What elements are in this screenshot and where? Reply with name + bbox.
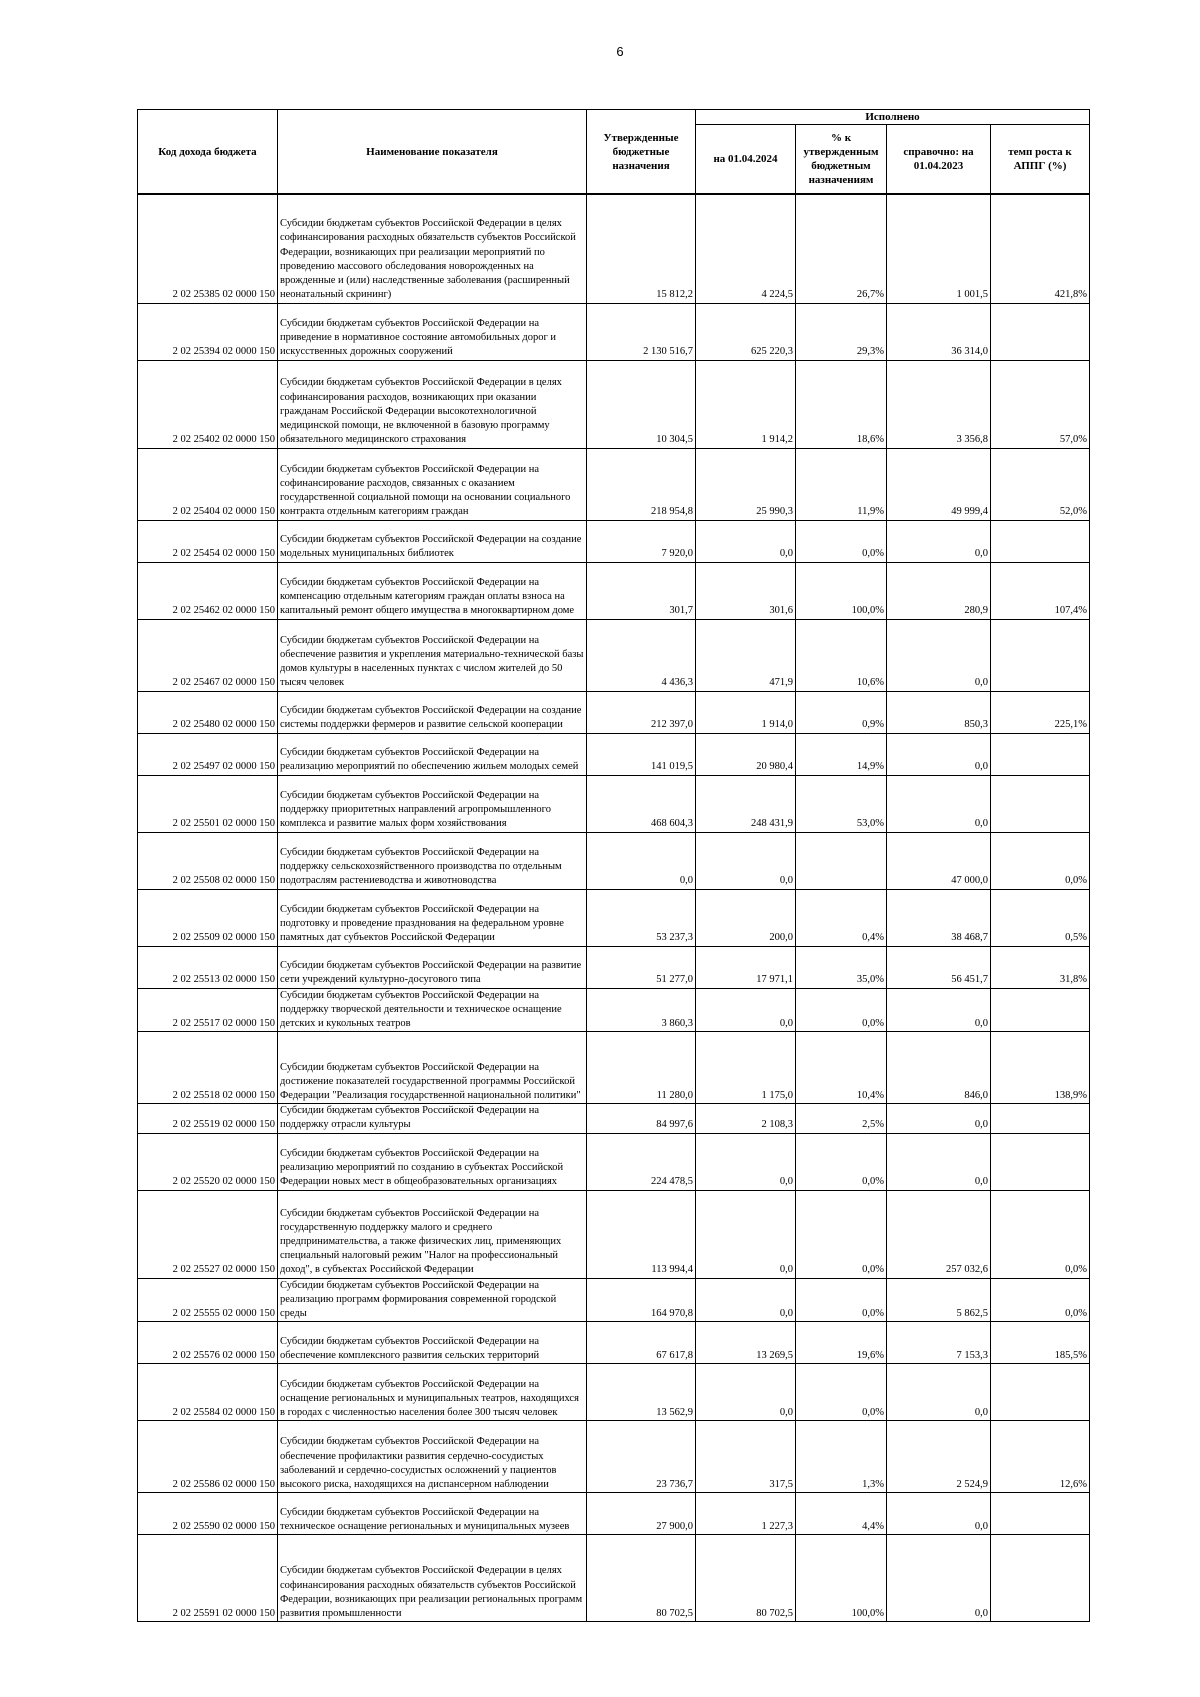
- row-executed: 0,0: [696, 520, 796, 562]
- row-growth: 31,8%: [991, 946, 1090, 988]
- row-code: 2 02 25509 02 0000 150: [138, 889, 278, 946]
- row-reference: 0,0: [887, 1104, 991, 1133]
- row-name: Субсидии бюджетам субъектов Российской Федерации на подготовку и проведение празднования на федеральном уровне памятных дат субъектов Российской Федерации: [278, 889, 587, 946]
- row-growth: [991, 619, 1090, 691]
- row-name: Субсидии бюджетам субъектов Российской Федерации на поддержку приоритетных направлений агропромышленного комплекса и развитие малых форм хозяйствования: [278, 775, 587, 832]
- table-body: [138, 194, 1090, 1622]
- row-reference: 5 862,5: [887, 1278, 991, 1322]
- row-executed: 1 175,0: [696, 1032, 796, 1104]
- row-growth: 0,0%: [991, 1190, 1090, 1278]
- row-name: Субсидии бюджетам субъектов Российской Федерации на реализацию программ формирования современной городской среды: [278, 1278, 587, 1322]
- row-reference: 0,0: [887, 1133, 991, 1190]
- row-reference: 0,0: [887, 733, 991, 775]
- row-executed: 471,9: [696, 619, 796, 691]
- row-code: 2 02 25584 02 0000 150: [138, 1364, 278, 1421]
- table-row: [138, 360, 1090, 448]
- row-percent: 100,0%: [796, 562, 887, 619]
- row-executed: 1 914,2: [696, 360, 796, 448]
- row-executed: 13 269,5: [696, 1322, 796, 1364]
- row-name: Субсидии бюджетам субъектов Российской Федерации на компенсацию отдельным категориям граждан оплаты взноса на капитальный ремонт общего имущества в многоквартирном доме: [278, 562, 587, 619]
- row-code: 2 02 25394 02 0000 150: [138, 303, 278, 360]
- row-approved: 23 736,7: [587, 1421, 696, 1493]
- row-percent: 11,9%: [796, 448, 887, 520]
- row-growth: [991, 775, 1090, 832]
- row-code: 2 02 25518 02 0000 150: [138, 1032, 278, 1104]
- row-executed: 80 702,5: [696, 1535, 796, 1622]
- table-row: [138, 619, 1090, 691]
- row-percent: 35,0%: [796, 946, 887, 988]
- row-code: 2 02 25519 02 0000 150: [138, 1104, 278, 1133]
- row-approved: 301,7: [587, 562, 696, 619]
- row-approved: 15 812,2: [587, 194, 696, 303]
- row-approved: 224 478,5: [587, 1133, 696, 1190]
- row-code: 2 02 25527 02 0000 150: [138, 1190, 278, 1278]
- header-code: Код дохода бюджета: [138, 110, 278, 195]
- row-growth: [991, 520, 1090, 562]
- table-row: [138, 1535, 1090, 1622]
- table-row: [138, 1493, 1090, 1535]
- row-approved: 164 970,8: [587, 1278, 696, 1322]
- row-reference: 3 356,8: [887, 360, 991, 448]
- row-reference: 2 524,9: [887, 1421, 991, 1493]
- row-reference: 846,0: [887, 1032, 991, 1104]
- row-percent: 0,0%: [796, 1278, 887, 1322]
- row-executed: 17 971,1: [696, 946, 796, 988]
- row-code: 2 02 25508 02 0000 150: [138, 832, 278, 889]
- row-growth: 0,0%: [991, 1278, 1090, 1322]
- row-code: 2 02 25590 02 0000 150: [138, 1493, 278, 1535]
- row-growth: 0,0%: [991, 832, 1090, 889]
- row-code: 2 02 25385 02 0000 150: [138, 194, 278, 303]
- row-name: Субсидии бюджетам субъектов Российской Федерации на развитие сети учреждений культурно-досугового типа: [278, 946, 587, 988]
- row-percent: 4,4%: [796, 1493, 887, 1535]
- row-approved: 212 397,0: [587, 691, 696, 733]
- row-growth: [991, 1133, 1090, 1190]
- table-row: [138, 1190, 1090, 1278]
- row-executed: 0,0: [696, 988, 796, 1032]
- row-approved: 11 280,0: [587, 1032, 696, 1104]
- row-percent: 26,7%: [796, 194, 887, 303]
- row-name: Субсидии бюджетам субъектов Российской Федерации на государственную поддержку малого и среднего предпринимательства, а также физических лиц, применяющих специальный налоговый режим "Налог на профессиональный доход", в субъектах Российской Федерации: [278, 1190, 587, 1278]
- row-reference: 0,0: [887, 988, 991, 1032]
- row-reference: 36 314,0: [887, 303, 991, 360]
- row-reference: 257 032,6: [887, 1190, 991, 1278]
- row-code: 2 02 25513 02 0000 150: [138, 946, 278, 988]
- row-growth: 107,4%: [991, 562, 1090, 619]
- row-name: Субсидии бюджетам субъектов Российской Федерации на достижение показателей государственной программы Российской Федерации "Реализация государственной национальной политики": [278, 1032, 587, 1104]
- row-name: Субсидии бюджетам субъектов Российской Федерации на оснащение региональных и муниципальных театров, находящихся в городах с численностью населения более 300 тысяч человек: [278, 1364, 587, 1421]
- row-code: 2 02 25462 02 0000 150: [138, 562, 278, 619]
- row-approved: 2 130 516,7: [587, 303, 696, 360]
- row-code: 2 02 25404 02 0000 150: [138, 448, 278, 520]
- row-percent: 29,3%: [796, 303, 887, 360]
- row-percent: 100,0%: [796, 1535, 887, 1622]
- row-code: 2 02 25591 02 0000 150: [138, 1535, 278, 1622]
- row-approved: 13 562,9: [587, 1364, 696, 1421]
- row-name: Субсидии бюджетам субъектов Российской Федерации на софинансирование расходов, связанных с оказанием государственной социальной помощи на основании социального контракта отдельным категориям граждан: [278, 448, 587, 520]
- row-reference: 47 000,0: [887, 832, 991, 889]
- table-row: [138, 1032, 1090, 1104]
- row-executed: 0,0: [696, 832, 796, 889]
- table-row: [138, 946, 1090, 988]
- row-percent: 1,3%: [796, 1421, 887, 1493]
- row-executed: 2 108,3: [696, 1104, 796, 1133]
- row-executed: 200,0: [696, 889, 796, 946]
- row-reference: 7 153,3: [887, 1322, 991, 1364]
- row-percent: 0,0%: [796, 1133, 887, 1190]
- row-growth: [991, 1535, 1090, 1622]
- table-row: [138, 562, 1090, 619]
- row-approved: 53 237,3: [587, 889, 696, 946]
- row-code: 2 02 25517 02 0000 150: [138, 988, 278, 1032]
- header-on-date: на 01.04.2024: [696, 125, 796, 195]
- row-name: Субсидии бюджетам субъектов Российской Федерации на поддержку сельскохозяйственного производства по отдельным подотраслям растениеводства и животноводства: [278, 832, 587, 889]
- row-name: Субсидии бюджетам субъектов Российской Федерации на приведение в нормативное состояние автомобильных дорог и искусственных дорожных сооружений: [278, 303, 587, 360]
- row-reference: 0,0: [887, 1493, 991, 1535]
- row-executed: 317,5: [696, 1421, 796, 1493]
- table-row: [138, 691, 1090, 733]
- table-header: [138, 110, 1090, 195]
- row-approved: 218 954,8: [587, 448, 696, 520]
- table-row: [138, 775, 1090, 832]
- row-executed: 0,0: [696, 1364, 796, 1421]
- row-percent: 10,4%: [796, 1032, 887, 1104]
- row-approved: 27 900,0: [587, 1493, 696, 1535]
- row-growth: [991, 1364, 1090, 1421]
- row-executed: 301,6: [696, 562, 796, 619]
- row-growth: [991, 303, 1090, 360]
- row-approved: 3 860,3: [587, 988, 696, 1032]
- row-code: 2 02 25520 02 0000 150: [138, 1133, 278, 1190]
- row-approved: 51 277,0: [587, 946, 696, 988]
- table-row: [138, 303, 1090, 360]
- row-code: 2 02 25501 02 0000 150: [138, 775, 278, 832]
- row-percent: 0,0%: [796, 1364, 887, 1421]
- row-reference: 49 999,4: [887, 448, 991, 520]
- row-approved: 10 304,5: [587, 360, 696, 448]
- table-row: [138, 988, 1090, 1032]
- row-approved: 141 019,5: [587, 733, 696, 775]
- row-growth: 52,0%: [991, 448, 1090, 520]
- row-name: Субсидии бюджетам субъектов Российской Федерации на реализацию мероприятий по созданию в субъектах Российской Федерации новых мест в общеобразовательных организациях: [278, 1133, 587, 1190]
- row-name: Субсидии бюджетам субъектов Российской Федерации на реализацию мероприятий по обеспечению жильем молодых семей: [278, 733, 587, 775]
- row-approved: 4 436,3: [587, 619, 696, 691]
- header-executed: Исполнено: [696, 110, 1090, 125]
- table-row: [138, 448, 1090, 520]
- row-code: 2 02 25402 02 0000 150: [138, 360, 278, 448]
- table-row: [138, 1133, 1090, 1190]
- table-row: [138, 733, 1090, 775]
- row-executed: 1 914,0: [696, 691, 796, 733]
- row-executed: 0,0: [696, 1190, 796, 1278]
- row-percent: 18,6%: [796, 360, 887, 448]
- row-percent: 19,6%: [796, 1322, 887, 1364]
- row-code: 2 02 25467 02 0000 150: [138, 619, 278, 691]
- row-percent: 2,5%: [796, 1104, 887, 1133]
- row-name: Субсидии бюджетам субъектов Российской Федерации на обеспечение развития и укрепления материально-технической базы домов культуры в населенных пунктах с числом жителей до 50 тысяч человек: [278, 619, 587, 691]
- row-approved: 113 994,4: [587, 1190, 696, 1278]
- row-growth: 421,8%: [991, 194, 1090, 303]
- row-name: Субсидии бюджетам субъектов Российской Федерации в целях софинансирования расходных обязательств субъектов Российской Федерации, возникающих при реализации мероприятий по проведению массового обследования новорожденных на врожденные и (или) наследственные заболевания (расширенный неонатальный скрининг): [278, 194, 587, 303]
- header-growth: темп роста к АППГ (%): [991, 125, 1090, 195]
- row-code: 2 02 25480 02 0000 150: [138, 691, 278, 733]
- row-growth: [991, 733, 1090, 775]
- row-code: 2 02 25454 02 0000 150: [138, 520, 278, 562]
- row-approved: 84 997,6: [587, 1104, 696, 1133]
- row-reference: 850,3: [887, 691, 991, 733]
- row-name: Субсидии бюджетам субъектов Российской Федерации на обеспечение комплексного развития сельских территорий: [278, 1322, 587, 1364]
- row-growth: [991, 1493, 1090, 1535]
- row-growth: 225,1%: [991, 691, 1090, 733]
- table-row: [138, 1104, 1090, 1133]
- row-percent: 53,0%: [796, 775, 887, 832]
- row-percent: 0,0%: [796, 1190, 887, 1278]
- row-growth: 12,6%: [991, 1421, 1090, 1493]
- row-approved: 0,0: [587, 832, 696, 889]
- row-growth: 0,5%: [991, 889, 1090, 946]
- table-row: [138, 1322, 1090, 1364]
- row-executed: 248 431,9: [696, 775, 796, 832]
- row-approved: 67 617,8: [587, 1322, 696, 1364]
- row-percent: [796, 832, 887, 889]
- header-percent: % к утвержденным бюджетным назначениям: [796, 125, 887, 195]
- row-percent: 0,4%: [796, 889, 887, 946]
- row-reference: 0,0: [887, 520, 991, 562]
- budget-revenue-table: [137, 109, 1090, 1622]
- row-growth: 138,9%: [991, 1032, 1090, 1104]
- row-growth: [991, 988, 1090, 1032]
- row-executed: 20 980,4: [696, 733, 796, 775]
- header-name: Наименование показателя: [278, 110, 587, 195]
- row-growth: [991, 1104, 1090, 1133]
- row-name: Субсидии бюджетам субъектов Российской Федерации на поддержку творческой деятельности и техническое оснащение детских и кукольных театров: [278, 988, 587, 1032]
- row-name: Субсидии бюджетам субъектов Российской Федерации на создание модельных муниципальных библиотек: [278, 520, 587, 562]
- row-reference: 56 451,7: [887, 946, 991, 988]
- row-executed: 1 227,3: [696, 1493, 796, 1535]
- row-percent: 0,9%: [796, 691, 887, 733]
- row-approved: 7 920,0: [587, 520, 696, 562]
- row-reference: 0,0: [887, 619, 991, 691]
- row-percent: 0,0%: [796, 520, 887, 562]
- row-name: Субсидии бюджетам субъектов Российской Федерации в целях софинансирования расходов, возникающих при оказании гражданам Российской Федерации высокотехнологичной медицинской помощи, не включенной в базовую программу обязательного медицинского страхования: [278, 360, 587, 448]
- row-executed: 25 990,3: [696, 448, 796, 520]
- row-reference: 0,0: [887, 1364, 991, 1421]
- header-reference: справочно: на 01.04.2023: [887, 125, 991, 195]
- row-reference: 280,9: [887, 562, 991, 619]
- table-row: [138, 1278, 1090, 1322]
- table-row: [138, 1421, 1090, 1493]
- row-approved: 80 702,5: [587, 1535, 696, 1622]
- row-reference: 0,0: [887, 775, 991, 832]
- row-executed: 625 220,3: [696, 303, 796, 360]
- row-name: Субсидии бюджетам субъектов Российской Федерации на поддержку отрасли культуры: [278, 1104, 587, 1133]
- row-code: 2 02 25555 02 0000 150: [138, 1278, 278, 1322]
- header-approved: Утвержденные бюджетные назначения: [587, 110, 696, 195]
- row-name: Субсидии бюджетам субъектов Российской Федерации на техническое оснащение региональных и муниципальных музеев: [278, 1493, 587, 1535]
- row-name: Субсидии бюджетам субъектов Российской Федерации на создание системы поддержки фермеров и развитие сельской кооперации: [278, 691, 587, 733]
- row-approved: 468 604,3: [587, 775, 696, 832]
- row-percent: 14,9%: [796, 733, 887, 775]
- page-number: 6: [616, 44, 624, 59]
- table-row: [138, 832, 1090, 889]
- row-code: 2 02 25586 02 0000 150: [138, 1421, 278, 1493]
- row-reference: 0,0: [887, 1535, 991, 1622]
- table-row: [138, 889, 1090, 946]
- row-executed: 0,0: [696, 1278, 796, 1322]
- table-row: [138, 1364, 1090, 1421]
- row-reference: 38 468,7: [887, 889, 991, 946]
- row-percent: 10,6%: [796, 619, 887, 691]
- row-code: 2 02 25576 02 0000 150: [138, 1322, 278, 1364]
- row-growth: 57,0%: [991, 360, 1090, 448]
- row-code: 2 02 25497 02 0000 150: [138, 733, 278, 775]
- row-growth: 185,5%: [991, 1322, 1090, 1364]
- row-executed: 4 224,5: [696, 194, 796, 303]
- row-name: Субсидии бюджетам субъектов Российской Федерации на обеспечение профилактики развития сердечно-сосудистых заболеваний и сердечно-сосудистых осложнений у пациентов высокого риска, находящихся на диспансерном наблюдении: [278, 1421, 587, 1493]
- row-name: Субсидии бюджетам субъектов Российской Федерации в целях софинансирования расходных обязательств субъектов Российской Федерации, возникающих при реализации региональных программ развития промышленности: [278, 1535, 587, 1622]
- table-row: [138, 520, 1090, 562]
- table-row: [138, 194, 1090, 303]
- row-percent: 0,0%: [796, 988, 887, 1032]
- row-executed: 0,0: [696, 1133, 796, 1190]
- row-reference: 1 001,5: [887, 194, 991, 303]
